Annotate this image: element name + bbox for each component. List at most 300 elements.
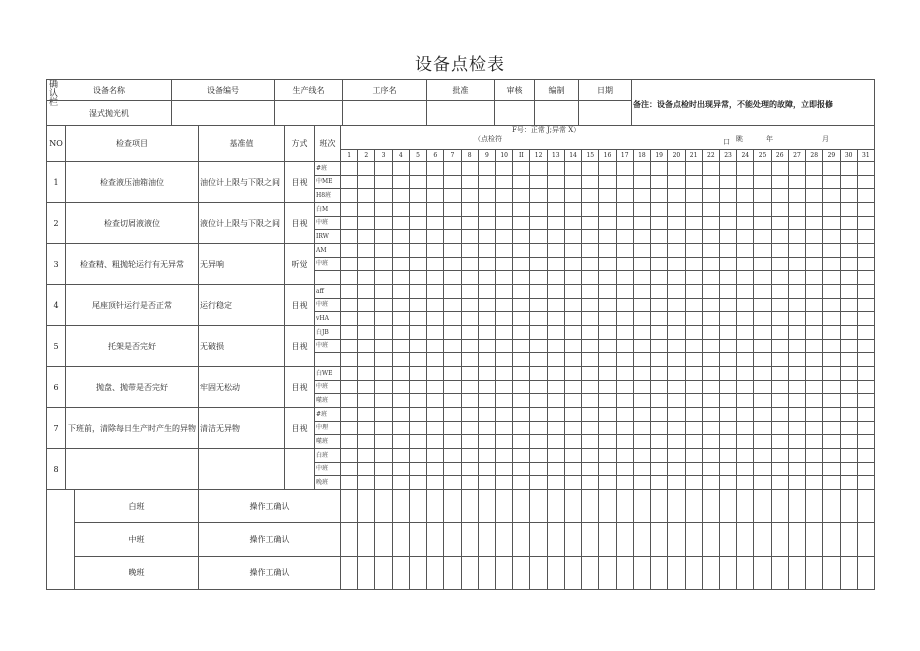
- check-cell[interactable]: [840, 257, 858, 272]
- check-cell[interactable]: [426, 311, 444, 326]
- check-cell[interactable]: [547, 325, 565, 340]
- check-cell[interactable]: [529, 311, 547, 326]
- check-cell[interactable]: [633, 325, 651, 340]
- check-cell[interactable]: [495, 462, 513, 477]
- check-cell[interactable]: [409, 448, 427, 463]
- check-cell[interactable]: [805, 421, 823, 436]
- check-cell[interactable]: [616, 161, 634, 176]
- confirm-cell[interactable]: [805, 556, 823, 590]
- check-cell[interactable]: [443, 325, 461, 340]
- check-cell[interactable]: [443, 462, 461, 477]
- confirm-cell[interactable]: [357, 522, 375, 556]
- check-cell[interactable]: [633, 311, 651, 326]
- check-cell[interactable]: [719, 407, 737, 422]
- check-cell[interactable]: [788, 243, 806, 258]
- check-cell[interactable]: [598, 311, 616, 326]
- check-cell[interactable]: [340, 421, 358, 436]
- check-cell[interactable]: [478, 352, 496, 367]
- check-cell[interactable]: [461, 270, 479, 285]
- check-cell[interactable]: [719, 270, 737, 285]
- check-cell[interactable]: [788, 421, 806, 436]
- check-cell[interactable]: [478, 434, 496, 449]
- check-cell[interactable]: [426, 257, 444, 272]
- check-cell[interactable]: [478, 475, 496, 490]
- check-cell[interactable]: [736, 311, 754, 326]
- check-cell[interactable]: [840, 448, 858, 463]
- check-cell[interactable]: [409, 421, 427, 436]
- confirm-cell[interactable]: [426, 489, 444, 523]
- check-cell[interactable]: [495, 339, 513, 354]
- check-cell[interactable]: [495, 393, 513, 408]
- check-cell[interactable]: [840, 216, 858, 231]
- confirm-cell[interactable]: [667, 489, 685, 523]
- check-cell[interactable]: [495, 229, 513, 244]
- check-cell[interactable]: [840, 284, 858, 299]
- confirm-cell[interactable]: [581, 522, 599, 556]
- check-cell[interactable]: [461, 243, 479, 258]
- check-cell[interactable]: [443, 448, 461, 463]
- check-cell[interactable]: [616, 243, 634, 258]
- check-cell[interactable]: [805, 243, 823, 258]
- check-cell[interactable]: [685, 243, 703, 258]
- check-cell[interactable]: [340, 243, 358, 258]
- confirm-cell[interactable]: [392, 556, 410, 590]
- check-cell[interactable]: [392, 325, 410, 340]
- check-cell[interactable]: [529, 257, 547, 272]
- check-cell[interactable]: [857, 380, 875, 395]
- check-cell[interactable]: [478, 175, 496, 190]
- check-cell[interactable]: [512, 284, 530, 299]
- check-cell[interactable]: [443, 380, 461, 395]
- check-cell[interactable]: [340, 475, 358, 490]
- check-cell[interactable]: [805, 175, 823, 190]
- check-cell[interactable]: [547, 188, 565, 203]
- check-cell[interactable]: [374, 161, 392, 176]
- check-cell[interactable]: [771, 475, 789, 490]
- check-cell[interactable]: [443, 161, 461, 176]
- check-cell[interactable]: [598, 448, 616, 463]
- check-cell[interactable]: [840, 175, 858, 190]
- check-cell[interactable]: [443, 352, 461, 367]
- check-cell[interactable]: [685, 462, 703, 477]
- check-cell[interactable]: [667, 339, 685, 354]
- check-cell[interactable]: [598, 270, 616, 285]
- header-value-cell[interactable]: [534, 100, 579, 126]
- check-cell[interactable]: [650, 407, 668, 422]
- check-cell[interactable]: [357, 448, 375, 463]
- check-cell[interactable]: [822, 380, 840, 395]
- check-cell[interactable]: [426, 352, 444, 367]
- check-cell[interactable]: [667, 270, 685, 285]
- check-cell[interactable]: [478, 311, 496, 326]
- check-cell[interactable]: [753, 421, 771, 436]
- confirm-cell[interactable]: [805, 489, 823, 523]
- check-cell[interactable]: [374, 257, 392, 272]
- confirm-cell[interactable]: [719, 556, 737, 590]
- check-cell[interactable]: [461, 475, 479, 490]
- check-cell[interactable]: [409, 407, 427, 422]
- check-cell[interactable]: [857, 202, 875, 217]
- check-cell[interactable]: [392, 298, 410, 313]
- check-cell[interactable]: [840, 243, 858, 258]
- check-cell[interactable]: [771, 339, 789, 354]
- check-cell[interactable]: [598, 284, 616, 299]
- check-cell[interactable]: [702, 407, 720, 422]
- check-cell[interactable]: [409, 284, 427, 299]
- check-cell[interactable]: [616, 270, 634, 285]
- check-cell[interactable]: [771, 243, 789, 258]
- check-cell[interactable]: [374, 462, 392, 477]
- check-cell[interactable]: [736, 380, 754, 395]
- check-cell[interactable]: [392, 339, 410, 354]
- check-cell[interactable]: [340, 380, 358, 395]
- check-cell[interactable]: [650, 311, 668, 326]
- check-cell[interactable]: [581, 339, 599, 354]
- check-cell[interactable]: [719, 175, 737, 190]
- check-cell[interactable]: [443, 202, 461, 217]
- check-cell[interactable]: [598, 175, 616, 190]
- check-cell[interactable]: [547, 298, 565, 313]
- check-cell[interactable]: [564, 284, 582, 299]
- check-cell[interactable]: [753, 393, 771, 408]
- check-cell[interactable]: [495, 188, 513, 203]
- check-cell[interactable]: [547, 175, 565, 190]
- confirm-cell[interactable]: [374, 522, 392, 556]
- check-cell[interactable]: [788, 407, 806, 422]
- confirm-cell[interactable]: [495, 489, 513, 523]
- check-cell[interactable]: [409, 393, 427, 408]
- check-cell[interactable]: [564, 257, 582, 272]
- check-cell[interactable]: [374, 421, 392, 436]
- confirm-cell[interactable]: [633, 522, 651, 556]
- check-cell[interactable]: [667, 284, 685, 299]
- check-cell[interactable]: [529, 188, 547, 203]
- check-cell[interactable]: [478, 161, 496, 176]
- check-cell[interactable]: [598, 407, 616, 422]
- check-cell[interactable]: [564, 175, 582, 190]
- check-cell[interactable]: [340, 175, 358, 190]
- check-cell[interactable]: [529, 380, 547, 395]
- check-cell[interactable]: [547, 161, 565, 176]
- check-cell[interactable]: [771, 393, 789, 408]
- confirm-cell[interactable]: [753, 556, 771, 590]
- check-cell[interactable]: [702, 339, 720, 354]
- check-cell[interactable]: [822, 421, 840, 436]
- check-cell[interactable]: [840, 366, 858, 381]
- check-cell[interactable]: [736, 284, 754, 299]
- check-cell[interactable]: [547, 216, 565, 231]
- check-cell[interactable]: [702, 366, 720, 381]
- check-cell[interactable]: [616, 434, 634, 449]
- check-cell[interactable]: [478, 407, 496, 422]
- check-cell[interactable]: [357, 380, 375, 395]
- check-cell[interactable]: [736, 175, 754, 190]
- check-cell[interactable]: [547, 243, 565, 258]
- check-cell[interactable]: [857, 339, 875, 354]
- check-cell[interactable]: [374, 325, 392, 340]
- check-cell[interactable]: [702, 475, 720, 490]
- check-cell[interactable]: [736, 475, 754, 490]
- check-cell[interactable]: [529, 202, 547, 217]
- check-cell[interactable]: [822, 270, 840, 285]
- check-cell[interactable]: [529, 421, 547, 436]
- check-cell[interactable]: [340, 352, 358, 367]
- check-cell[interactable]: [426, 407, 444, 422]
- confirm-cell[interactable]: [512, 556, 530, 590]
- check-cell[interactable]: [857, 475, 875, 490]
- check-cell[interactable]: [461, 284, 479, 299]
- check-cell[interactable]: [564, 352, 582, 367]
- check-cell[interactable]: [409, 462, 427, 477]
- confirm-cell[interactable]: [529, 522, 547, 556]
- check-cell[interactable]: [564, 421, 582, 436]
- check-cell[interactable]: [685, 380, 703, 395]
- check-cell[interactable]: [564, 407, 582, 422]
- check-cell[interactable]: [702, 434, 720, 449]
- check-cell[interactable]: [840, 161, 858, 176]
- check-cell[interactable]: [495, 175, 513, 190]
- check-cell[interactable]: [564, 202, 582, 217]
- check-cell[interactable]: [512, 325, 530, 340]
- check-cell[interactable]: [702, 257, 720, 272]
- confirm-cell[interactable]: [685, 489, 703, 523]
- check-cell[interactable]: [771, 421, 789, 436]
- confirm-cell[interactable]: [685, 522, 703, 556]
- check-cell[interactable]: [822, 229, 840, 244]
- check-cell[interactable]: [702, 311, 720, 326]
- check-cell[interactable]: [512, 421, 530, 436]
- check-cell[interactable]: [719, 257, 737, 272]
- check-cell[interactable]: [633, 202, 651, 217]
- check-cell[interactable]: [771, 257, 789, 272]
- check-cell[interactable]: [478, 448, 496, 463]
- check-cell[interactable]: [392, 407, 410, 422]
- check-cell[interactable]: [426, 393, 444, 408]
- check-cell[interactable]: [529, 352, 547, 367]
- check-cell[interactable]: [633, 257, 651, 272]
- check-cell[interactable]: [581, 421, 599, 436]
- check-cell[interactable]: [529, 475, 547, 490]
- confirm-cell[interactable]: [495, 522, 513, 556]
- confirm-cell[interactable]: [547, 522, 565, 556]
- check-cell[interactable]: [357, 175, 375, 190]
- check-cell[interactable]: [719, 448, 737, 463]
- check-cell[interactable]: [478, 188, 496, 203]
- check-cell[interactable]: [478, 284, 496, 299]
- confirm-cell[interactable]: [667, 522, 685, 556]
- check-cell[interactable]: [857, 434, 875, 449]
- check-cell[interactable]: [650, 257, 668, 272]
- check-cell[interactable]: [598, 202, 616, 217]
- check-cell[interactable]: [374, 188, 392, 203]
- confirm-cell[interactable]: [719, 489, 737, 523]
- check-cell[interactable]: [805, 339, 823, 354]
- check-cell[interactable]: [857, 188, 875, 203]
- check-cell[interactable]: [443, 188, 461, 203]
- check-cell[interactable]: [461, 421, 479, 436]
- check-cell[interactable]: [357, 257, 375, 272]
- check-cell[interactable]: [650, 298, 668, 313]
- check-cell[interactable]: [667, 202, 685, 217]
- check-cell[interactable]: [340, 202, 358, 217]
- check-cell[interactable]: [409, 257, 427, 272]
- confirm-cell[interactable]: [771, 489, 789, 523]
- check-cell[interactable]: [340, 366, 358, 381]
- check-cell[interactable]: [357, 434, 375, 449]
- check-cell[interactable]: [685, 161, 703, 176]
- confirm-cell[interactable]: [771, 522, 789, 556]
- check-cell[interactable]: [685, 257, 703, 272]
- check-cell[interactable]: [805, 475, 823, 490]
- check-cell[interactable]: [719, 393, 737, 408]
- check-cell[interactable]: [840, 188, 858, 203]
- check-cell[interactable]: [392, 475, 410, 490]
- check-cell[interactable]: [616, 380, 634, 395]
- check-cell[interactable]: [409, 352, 427, 367]
- check-cell[interactable]: [633, 298, 651, 313]
- check-cell[interactable]: [616, 284, 634, 299]
- confirm-cell[interactable]: [840, 489, 858, 523]
- check-cell[interactable]: [357, 284, 375, 299]
- check-cell[interactable]: [581, 243, 599, 258]
- confirm-cell[interactable]: [788, 556, 806, 590]
- check-cell[interactable]: [426, 298, 444, 313]
- check-cell[interactable]: [788, 325, 806, 340]
- check-cell[interactable]: [409, 339, 427, 354]
- check-cell[interactable]: [547, 339, 565, 354]
- check-cell[interactable]: [805, 462, 823, 477]
- confirm-cell[interactable]: [564, 522, 582, 556]
- check-cell[interactable]: [736, 339, 754, 354]
- check-cell[interactable]: [581, 284, 599, 299]
- check-cell[interactable]: [478, 270, 496, 285]
- check-cell[interactable]: [822, 393, 840, 408]
- check-cell[interactable]: [650, 243, 668, 258]
- check-cell[interactable]: [788, 257, 806, 272]
- check-cell[interactable]: [736, 393, 754, 408]
- check-cell[interactable]: [340, 161, 358, 176]
- check-cell[interactable]: [512, 216, 530, 231]
- check-cell[interactable]: [374, 475, 392, 490]
- check-cell[interactable]: [667, 366, 685, 381]
- check-cell[interactable]: [616, 175, 634, 190]
- check-cell[interactable]: [478, 325, 496, 340]
- check-cell[interactable]: [478, 339, 496, 354]
- check-cell[interactable]: [702, 188, 720, 203]
- check-cell[interactable]: [805, 161, 823, 176]
- check-cell[interactable]: [529, 407, 547, 422]
- confirm-cell[interactable]: [753, 489, 771, 523]
- check-cell[interactable]: [374, 243, 392, 258]
- check-cell[interactable]: [357, 475, 375, 490]
- check-cell[interactable]: [771, 188, 789, 203]
- check-cell[interactable]: [633, 284, 651, 299]
- check-cell[interactable]: [857, 284, 875, 299]
- check-cell[interactable]: [495, 407, 513, 422]
- check-cell[interactable]: [719, 216, 737, 231]
- check-cell[interactable]: [633, 475, 651, 490]
- confirm-cell[interactable]: [788, 522, 806, 556]
- check-cell[interactable]: [547, 284, 565, 299]
- check-cell[interactable]: [788, 188, 806, 203]
- confirm-cell[interactable]: [616, 522, 634, 556]
- check-cell[interactable]: [564, 475, 582, 490]
- confirm-cell[interactable]: [598, 522, 616, 556]
- check-cell[interactable]: [771, 270, 789, 285]
- check-cell[interactable]: [753, 352, 771, 367]
- check-cell[interactable]: [616, 339, 634, 354]
- check-cell[interactable]: [512, 352, 530, 367]
- check-cell[interactable]: [392, 462, 410, 477]
- check-cell[interactable]: [392, 366, 410, 381]
- check-cell[interactable]: [564, 393, 582, 408]
- check-cell[interactable]: [753, 475, 771, 490]
- check-cell[interactable]: [443, 298, 461, 313]
- check-cell[interactable]: [392, 229, 410, 244]
- check-cell[interactable]: [616, 202, 634, 217]
- check-cell[interactable]: [409, 243, 427, 258]
- check-cell[interactable]: [685, 311, 703, 326]
- check-cell[interactable]: [857, 243, 875, 258]
- confirm-cell[interactable]: [840, 556, 858, 590]
- check-cell[interactable]: [857, 352, 875, 367]
- check-cell[interactable]: [857, 462, 875, 477]
- check-cell[interactable]: [805, 311, 823, 326]
- check-cell[interactable]: [702, 448, 720, 463]
- check-cell[interactable]: [374, 366, 392, 381]
- check-cell[interactable]: [805, 393, 823, 408]
- check-cell[interactable]: [443, 270, 461, 285]
- check-cell[interactable]: [374, 175, 392, 190]
- check-cell[interactable]: [340, 462, 358, 477]
- check-cell[interactable]: [633, 216, 651, 231]
- check-cell[interactable]: [581, 161, 599, 176]
- check-cell[interactable]: [598, 462, 616, 477]
- check-cell[interactable]: [650, 475, 668, 490]
- check-cell[interactable]: [443, 175, 461, 190]
- check-cell[interactable]: [753, 188, 771, 203]
- check-cell[interactable]: [340, 407, 358, 422]
- check-cell[interactable]: [719, 475, 737, 490]
- check-cell[interactable]: [426, 380, 444, 395]
- check-cell[interactable]: [857, 298, 875, 313]
- check-cell[interactable]: [461, 462, 479, 477]
- confirm-cell[interactable]: [633, 556, 651, 590]
- check-cell[interactable]: [685, 366, 703, 381]
- check-cell[interactable]: [461, 448, 479, 463]
- check-cell[interactable]: [667, 216, 685, 231]
- check-cell[interactable]: [650, 175, 668, 190]
- check-cell[interactable]: [340, 257, 358, 272]
- check-cell[interactable]: [374, 434, 392, 449]
- check-cell[interactable]: [340, 311, 358, 326]
- check-cell[interactable]: [547, 311, 565, 326]
- check-cell[interactable]: [495, 366, 513, 381]
- check-cell[interactable]: [788, 462, 806, 477]
- check-cell[interactable]: [461, 175, 479, 190]
- check-cell[interactable]: [771, 448, 789, 463]
- header-value-cell[interactable]: [274, 100, 343, 126]
- check-cell[interactable]: [822, 325, 840, 340]
- check-cell[interactable]: [547, 434, 565, 449]
- check-cell[interactable]: [392, 380, 410, 395]
- check-cell[interactable]: [840, 462, 858, 477]
- check-cell[interactable]: [340, 325, 358, 340]
- confirm-cell[interactable]: [340, 522, 358, 556]
- check-cell[interactable]: [392, 270, 410, 285]
- check-cell[interactable]: [788, 298, 806, 313]
- check-cell[interactable]: [547, 352, 565, 367]
